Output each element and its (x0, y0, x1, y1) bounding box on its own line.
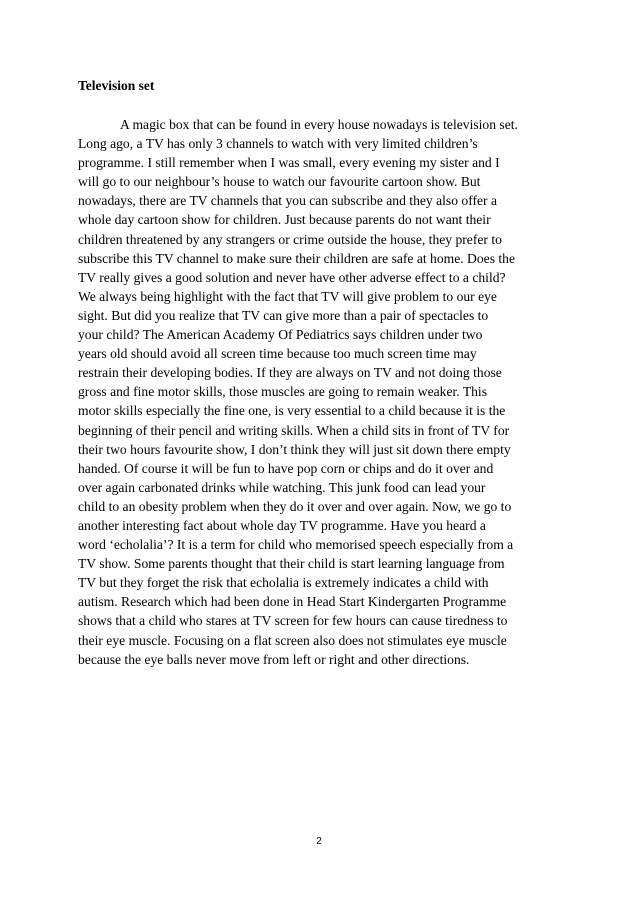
text-line: nowadays, there are TV channels that you can subscribe and they also offer a (78, 193, 497, 209)
text-line: sight. But did you realize that TV can give more than a pair of spectacles to (78, 307, 489, 323)
text-line: programme. I still remember when I was small, every evening my sister and I (78, 155, 500, 171)
text-line: TV show. Some parents thought that their child is start learning language from (78, 556, 505, 572)
text-line: motor skills especially the fine one, is very essential to a child because it is the (78, 403, 506, 419)
text-line: We always being highlight with the fact that TV will give problem to our eye (78, 288, 497, 304)
body-paragraph (78, 115, 578, 669)
text-line: over again carbonated drinks while watching. This junk food can lead your (78, 479, 486, 495)
text-line: because the eye balls never move from left or right and other directions. (78, 651, 470, 667)
text-line: gross and fine motor skills, those muscles are going to remain weaker. This (78, 384, 487, 400)
text-line: will go to our neighbour’s house to watch our favourite cartoon show. But (78, 174, 481, 190)
text-line: handed. Of course it will be fun to have pop corn or chips and do it over and (78, 460, 494, 476)
text-line: A magic box that can be found in every house nowadays is television set. (120, 117, 518, 132)
text-line: their eye muscle. Focusing on a flat screen also does not stimulates eye muscle (78, 632, 507, 648)
text-line: subscribe this TV channel to make sure their children are safe at home. Does the (78, 250, 515, 266)
document-title: Television set (78, 78, 155, 93)
text-line: TV but they forget the risk that echolalia is extremely indicates a child with (78, 575, 489, 591)
text-line: autism. Research which had been done in Head Start Kindergarten Programme (78, 594, 507, 610)
text-line: beginning of their pencil and writing skills. When a child sits in front of TV for (78, 422, 510, 438)
page-number: 2 (316, 836, 322, 847)
text-line: their two hours favourite show, I don’t think they will just sit down there empty (78, 441, 511, 457)
text-line: shows that a child who stares at TV screen for few hours can cause tiredness to (78, 613, 508, 629)
text-line: restrain their developing bodies. If they are always on TV and not doing those (78, 365, 502, 381)
text-line: whole day cartoon show for children. Just because parents do not want their (78, 212, 491, 228)
text-line: children threatened by any strangers or crime outside the house, they prefer to (78, 231, 502, 247)
text-line: word ‘echolalia’? It is a term for child who memorised speech especially from a (78, 537, 514, 553)
text-line: another interesting fact about whole day TV programme. Have you heard a (78, 517, 486, 533)
text-line: child to an obesity problem when they do it over and over again. Now, we go to (78, 498, 512, 514)
text-line: your child? The American Academy Of Pediatrics says children under two (78, 327, 483, 343)
text-line: Long ago, a TV has only 3 channels to watch with very limited children’s (78, 136, 478, 152)
text-line: years old should avoid all screen time because too much screen time may (78, 346, 477, 362)
text-line: TV really gives a good solution and never have other adverse effect to a child? (78, 269, 506, 285)
